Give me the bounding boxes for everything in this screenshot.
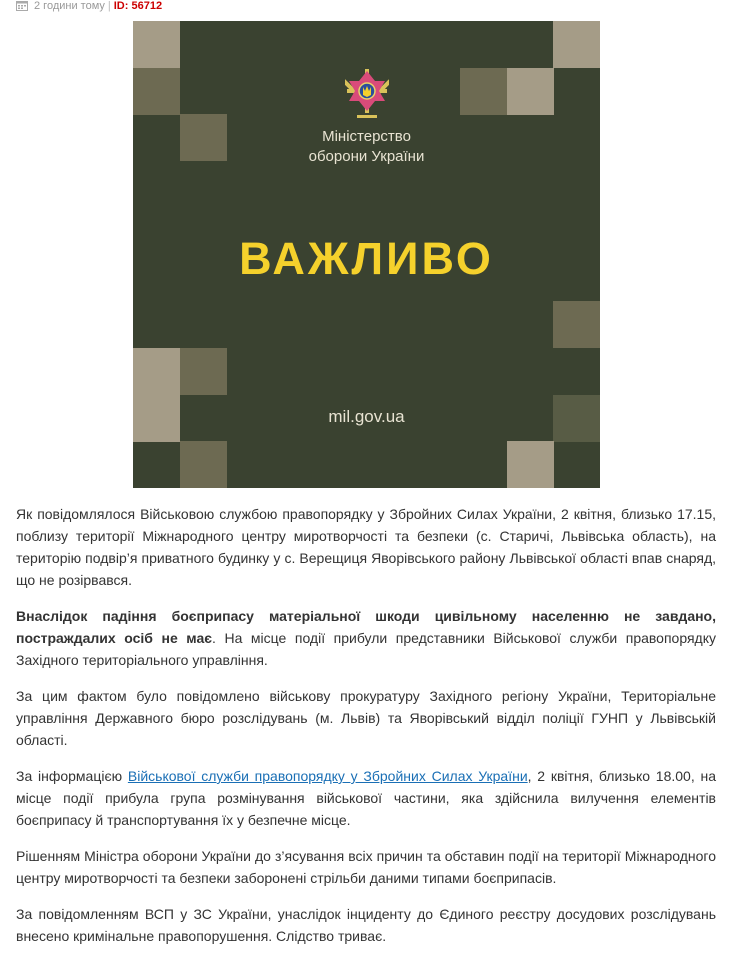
article-paragraph: За цим фактом було повідомлено військову прокуратуру Західного регіону України, Територіальне управління Державного бюро розслідувань (м. Львів) та Яворівський відділ поліції ГУНП у Львівській області. xyxy=(16,688,716,748)
article-id: ID: 56712 xyxy=(113,0,163,12)
article-banner-image xyxy=(133,21,600,488)
article-paragraph xyxy=(16,605,716,671)
banner-tile xyxy=(133,68,180,115)
banner-tile xyxy=(507,68,554,115)
article-body xyxy=(16,503,716,961)
article-paragraph xyxy=(16,765,716,831)
publish-time: 2 години тому xyxy=(34,0,105,12)
banner-site-url: mil.gov.ua xyxy=(328,407,405,426)
article-paragraph: Рішенням Міністра оборони України до з’ясування всіх причин та обставин події на території Міжнародного центру миротворчості та безпеки заборонені стрільби даними типами боєприпасів. xyxy=(16,848,716,886)
ministry-emblem-icon xyxy=(345,67,389,123)
ministry-name-line: Міністерство xyxy=(322,128,411,145)
source-link[interactable]: Військової служби правопорядку у Збройних Силах України xyxy=(127,768,528,784)
calendar-icon xyxy=(16,1,28,11)
banner-tile xyxy=(133,348,180,395)
ministry-name-line: оборони України xyxy=(308,148,425,165)
banner-tile xyxy=(133,21,180,68)
bold-lead-text: Внаслідок падіння боєприпасу матеріальної шкоди цивільному населенню не завдано, постраждалих осіб не має xyxy=(16,608,716,646)
banner-tile xyxy=(553,301,600,348)
banner-tile xyxy=(180,441,227,488)
banner-ministry-name xyxy=(133,127,600,167)
banner-tile xyxy=(460,68,507,115)
paragraph-text: . На місце події прибули представники Військової служби правопорядку Західного територіального управління. xyxy=(16,630,716,668)
paragraph-text: , 2 квітня, близько 18.00, на місце події прибула група розмінування військової частини, яка здійснила вилучення елементів боєприпасу й транспортування їх у безпечне місце. xyxy=(16,768,717,828)
paragraph-text: За інформацією xyxy=(16,768,128,784)
article-meta xyxy=(16,0,162,12)
article-paragraph: За повідомленням ВСП у ЗС України, унаслідок інциденту до Єдиного реєстру досудових розслідувань внесено кримінальне правопорушення. Слідство триває. xyxy=(16,906,716,944)
banner-tile xyxy=(507,441,554,488)
banner-tile xyxy=(553,21,600,68)
meta-separator: | xyxy=(107,0,111,12)
banner-tile xyxy=(180,348,227,395)
banner-headline: ВАЖЛИВО xyxy=(239,233,494,284)
article-paragraph: Як повідомлялося Військовою службою правопорядку у Збройних Силах України, 2 квітня, близько 17.15, поблизу території Міжнародного центру миротворчості та безпеки (с. Старичі, Львівська область), на територію подвір’я приватного будинку у с. Верещиця Яворівського району Львівської області впав снаряд, що не розірвався. xyxy=(16,506,716,588)
